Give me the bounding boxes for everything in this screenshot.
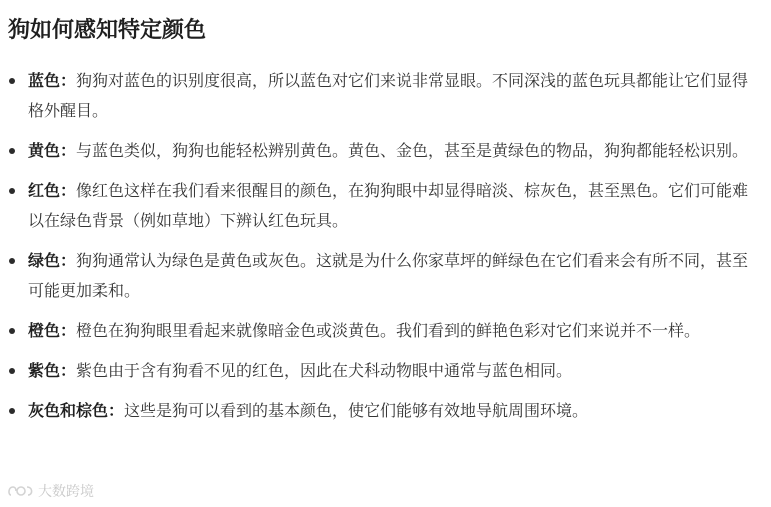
item-term: 黄色： [28, 141, 77, 160]
page-title: 狗如何感知特定颜色 [8, 17, 207, 43]
item-term: 绿色： [28, 251, 77, 270]
color-list [0, 66, 771, 436]
list-item-orange [0, 316, 771, 346]
bullet-icon [9, 78, 15, 84]
item-term: 蓝色： [28, 71, 77, 90]
item-text: 像红色这样在我们看来很醒目的颜色，在狗狗眼中却显得暗淡、棕灰色，甚至黑色。它们可能难以在绿色背景（例如草地）下辨认红色玩具。 [28, 181, 749, 230]
list-item-green [0, 246, 771, 306]
item-text: 狗狗通常认为绿色是黄色或灰色。这就是为什么你家草坪的鲜绿色在它们看来会有所不同，甚至可能更加柔和。 [28, 251, 749, 300]
watermark-text: 大数跨境 [38, 484, 94, 500]
bullet-icon [9, 258, 15, 264]
item-term: 灰色和棕色： [28, 401, 125, 420]
list-item-blue [0, 66, 771, 126]
brand-logo-icon [6, 482, 36, 500]
item-text: 橙色在狗狗眼里看起来就像暗金色或淡黄色。我们看到的鲜艳色彩对它们来说并不一样。 [76, 321, 701, 340]
bullet-icon [9, 188, 15, 194]
bullet-icon [9, 148, 15, 154]
bullet-icon [9, 408, 15, 414]
item-text: 这些是狗可以看到的基本颜色，使它们能够有效地导航周围环境。 [124, 401, 589, 420]
item-term: 橙色： [28, 321, 77, 340]
list-item-purple [0, 356, 771, 386]
item-text: 紫色由于含有狗看不见的红色，因此在犬科动物眼中通常与蓝色相同。 [76, 361, 573, 380]
bullet-icon [9, 368, 15, 374]
list-item-red [0, 176, 771, 236]
list-item-gray-brown [0, 396, 771, 426]
item-term: 红色： [28, 181, 77, 200]
bullet-icon [9, 328, 15, 334]
item-term: 紫色： [28, 361, 77, 380]
list-item-yellow [0, 136, 771, 166]
item-text: 与蓝色类似，狗狗也能轻松辨别黄色。黄色、金色，甚至是黄绿色的物品，狗狗都能轻松识别。 [76, 141, 749, 160]
item-text: 狗狗对蓝色的识别度很高，所以蓝色对它们来说非常显眼。不同深浅的蓝色玩具都能让它们显得格外醒目。 [28, 71, 749, 120]
watermark [6, 480, 94, 502]
